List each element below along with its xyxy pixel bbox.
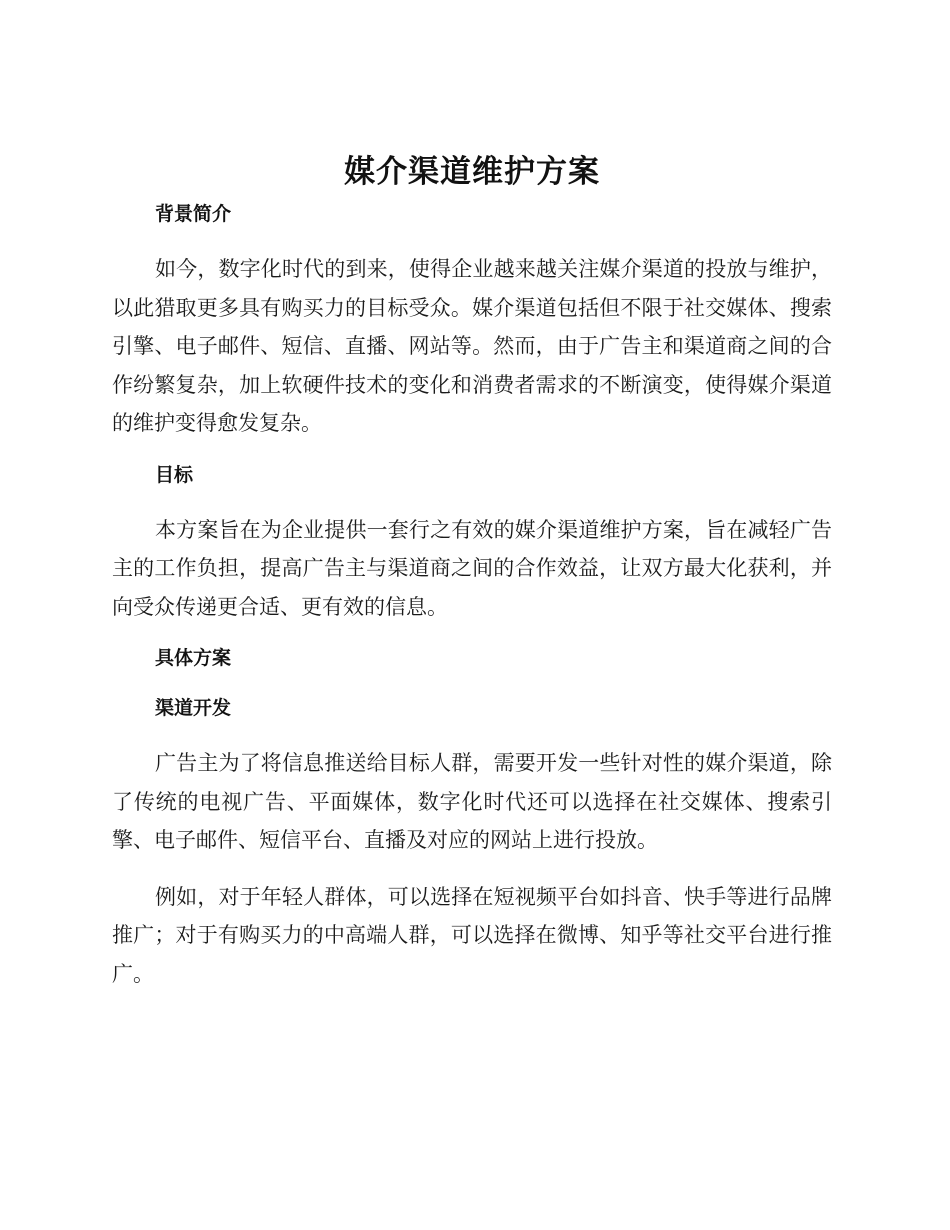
document-body: [112, 150, 832, 1011]
section-heading-background: 背景简介: [155, 203, 232, 225]
paragraph-channel-development-2: 例如，对于年轻人群体，可以选择在短视频平台如抖音、快手等进行品牌推广；对于有购买力的中高端人群，可以选择在微博、知乎等社交平台进行推广。: [112, 884, 832, 986]
paragraph-goal: 本方案旨在为企业提供一套行之有效的媒介渠道维护方案，旨在减轻广告主的工作负担，提高广告主与渠道商之间的合作效益，让双方最大化获利，并向受众传递更合适、更有效的信息。: [112, 517, 832, 619]
paragraph-background: 如今，数字化时代的到来，使得企业越来越关注媒介渠道的投放与维护，以此猎取更多具有购买力的目标受众。媒介渠道包括但不限于社交媒体、搜索引擎、电子邮件、短信、直播、网站等。然而，由于广告主和渠道商之间的合作纷繁复杂，加上软硬件技术的变化和消费者需求的不断演变，使得媒介渠道的维护变得愈发复杂。: [112, 257, 832, 435]
section-heading-channel-development: 渠道开发: [155, 697, 232, 719]
paragraph-channel-development-1: 广告主为了将信息推送给目标人群，需要开发一些针对性的媒介渠道，除了传统的电视广告、平面媒体，数字化时代还可以选择在社交媒体、搜索引擎、电子邮件、短信平台、直播及对应的网站上进行投放。: [112, 751, 832, 852]
section-heading-plan: 具体方案: [155, 647, 232, 669]
section-heading-goal: 目标: [155, 463, 194, 486]
page-title: 媒介渠道维护方案: [344, 154, 600, 190]
